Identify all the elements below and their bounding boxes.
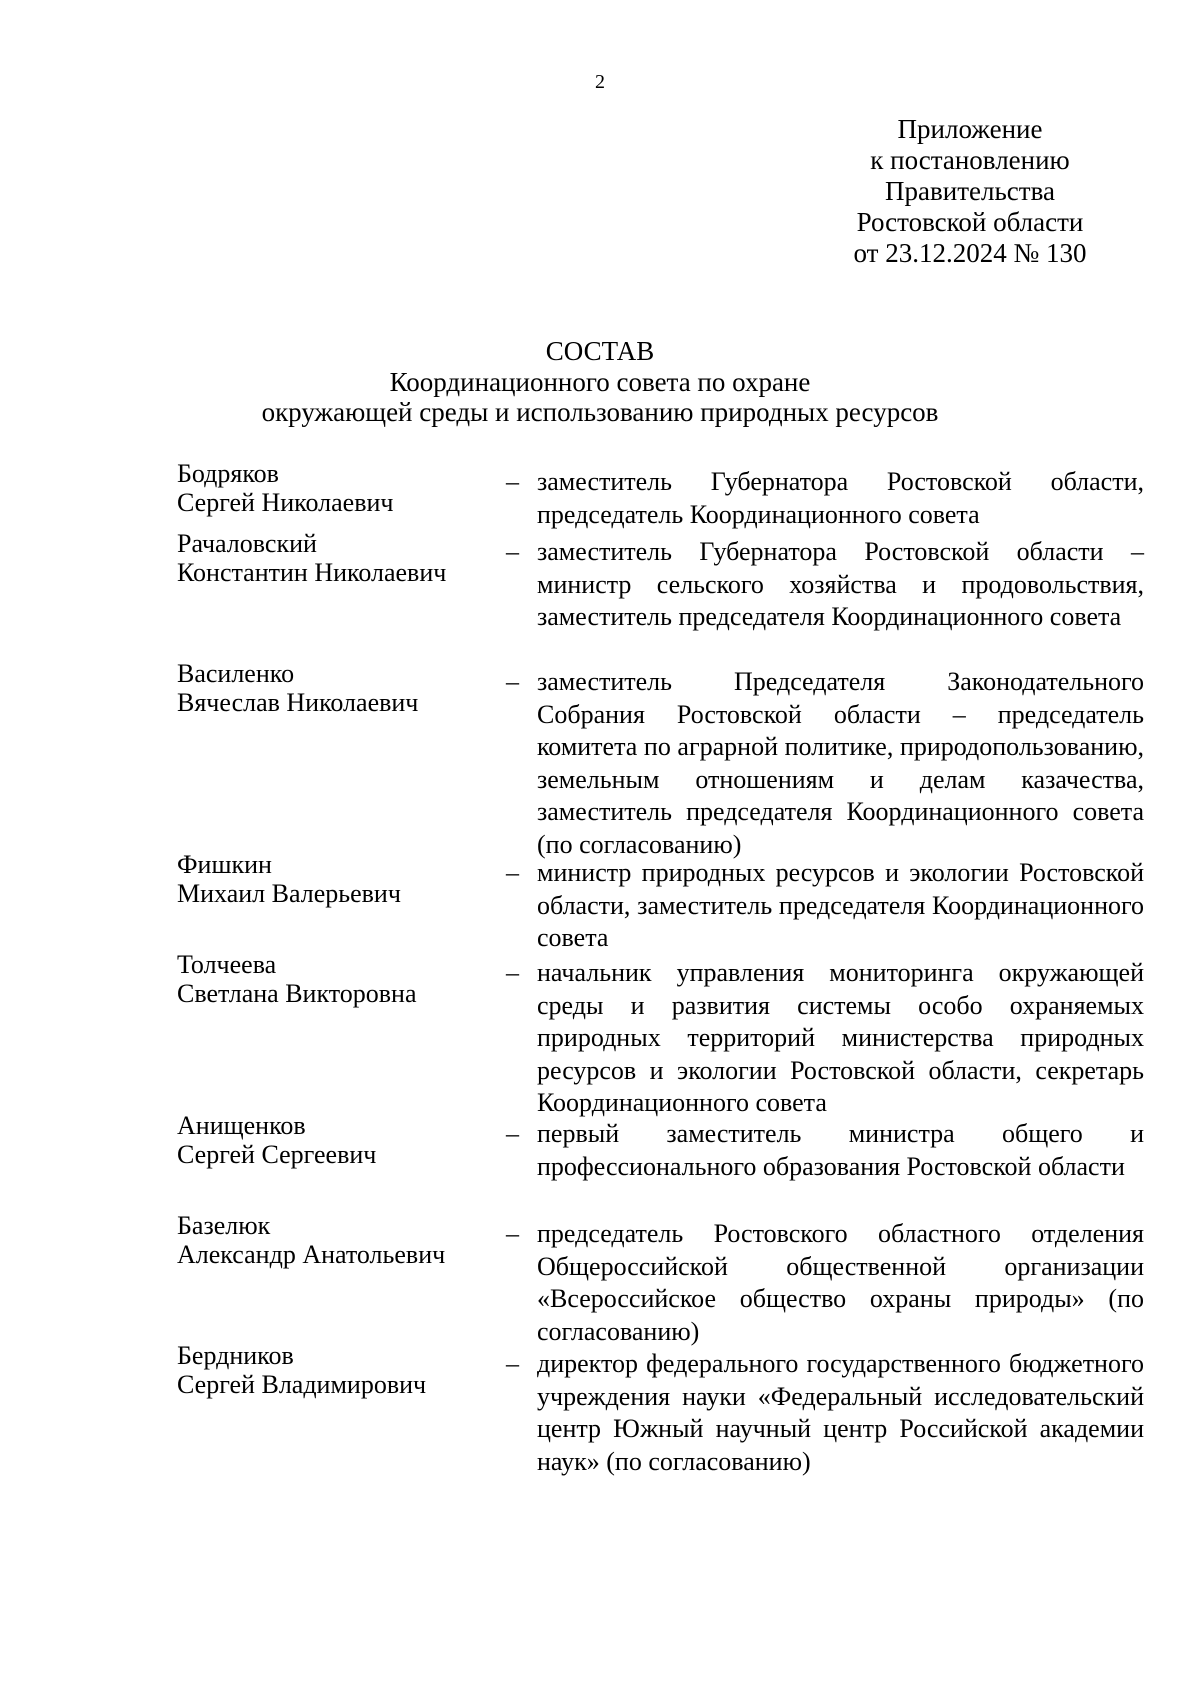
dash-separator: –	[506, 1119, 519, 1148]
member-name	[177, 459, 507, 517]
dash-separator: –	[506, 1219, 519, 1248]
dash-separator: –	[506, 537, 519, 566]
member-name	[177, 1341, 507, 1399]
member-name	[177, 659, 507, 717]
member-name	[177, 850, 507, 908]
member-given-name: Сергей Николаевич	[177, 488, 394, 517]
dash-separator: –	[506, 958, 519, 987]
member-role: заместитель Губернатора Ростовской области – министр сельского хозяйства и продовольствия, заместитель председателя Координационного совета	[537, 537, 1144, 631]
member-given-name: Сергей Сергеевич	[177, 1140, 377, 1169]
member-surname: Василенко	[177, 659, 295, 688]
member-given-name: Сергей Владимирович	[177, 1370, 427, 1399]
member-surname: Бердников	[177, 1341, 294, 1370]
member-surname: Рачаловский	[177, 529, 317, 558]
member-given-name: Михаил Валерьевич	[177, 879, 401, 908]
member-given-name: Светлана Викторовна	[177, 979, 417, 1008]
member-surname: Бодряков	[177, 459, 279, 488]
title-line: окружающей среды и использованию природных ресурсов	[261, 397, 939, 427]
member-role: заместитель Председателя Законодательного Собрания Ростовской области – председатель комитета по аграрной политике, природопользованию, земельным отношениям и делам казачества, заместитель председателя Координационного совета (по согласованию)	[537, 667, 1144, 859]
member-surname: Фишкин	[177, 850, 272, 879]
member-surname: Толчеева	[177, 950, 277, 979]
dash-separator: –	[506, 1349, 519, 1378]
appendix-line: Правительства	[885, 176, 1055, 206]
member-given-name: Вячеслав Николаевич	[177, 688, 419, 717]
page-number: 2	[595, 71, 605, 93]
title-line: Координационного совета по охране	[389, 367, 811, 397]
appendix-line: Приложение	[897, 114, 1043, 144]
member-surname: Базелюк	[177, 1211, 271, 1240]
appendix-block	[820, 114, 1120, 269]
document-title	[0, 336, 1200, 427]
member-given-name: Константин Николаевич	[177, 558, 447, 587]
member-given-name: Александр Анатольевич	[177, 1240, 446, 1269]
member-name	[177, 950, 507, 1008]
appendix-line: Ростовской области	[856, 207, 1084, 237]
member-name	[177, 1111, 507, 1169]
dash-separator: –	[506, 858, 519, 887]
dash-separator: –	[506, 467, 519, 496]
member-role: министр природных ресурсов и экологии Ростовской области, заместитель председателя Координационного совета	[537, 858, 1144, 952]
title-main: СОСТАВ	[545, 336, 655, 366]
member-role: первый заместитель министра общего и профессионального образования Ростовской области	[537, 1119, 1144, 1181]
member-name	[177, 1211, 507, 1269]
member-role: директор федерального государственного бюджетного учреждения науки «Федеральный исследовательский центр Южный научный центр Российской академии наук» (по согласованию)	[537, 1349, 1144, 1476]
member-role: начальник управления мониторинга окружающей среды и развития системы особо охраняемых природных территорий министерства природных ресурсов и экологии Ростовской области, секретарь Координационного совета	[537, 958, 1144, 1117]
appendix-line: от 23.12.2024 № 130	[853, 238, 1087, 268]
dash-separator: –	[506, 667, 519, 696]
member-role: председатель Ростовского областного отделения Общероссийской общественной организации «Всероссийское общество охраны природы» (по согласованию)	[537, 1219, 1144, 1346]
member-surname: Анищенков	[177, 1111, 306, 1140]
member-role: заместитель Губернатора Ростовской области, председатель Координационного совета	[537, 467, 1144, 529]
member-name	[177, 529, 507, 587]
appendix-line: к постановлению	[870, 145, 1070, 175]
